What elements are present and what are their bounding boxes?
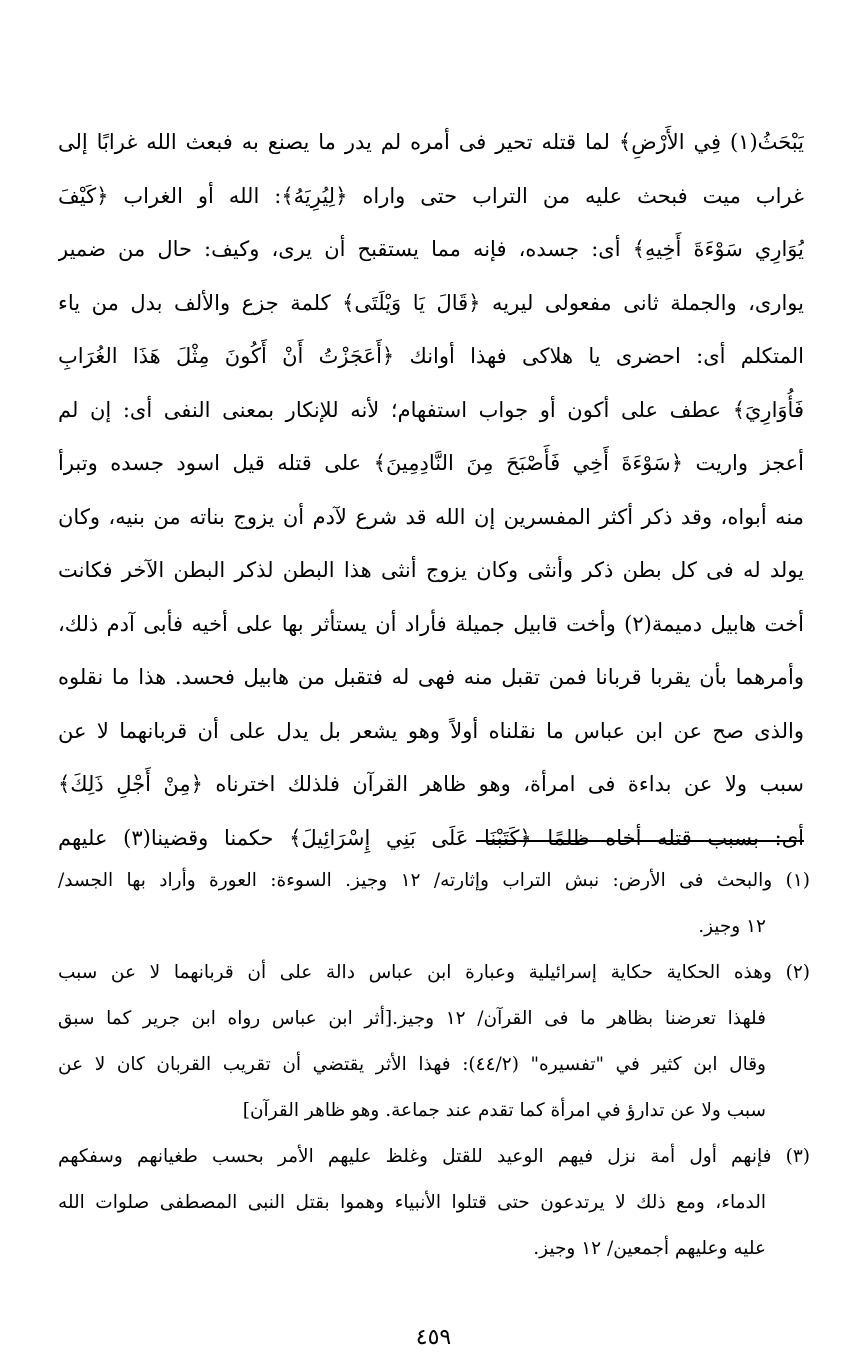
text-line: يَبْحَثُ(١) فِي الأَرْضِ﴾ لما قتله تحير فى أمره لم يدر ما يصنع به فبعث الله غرابًا إلى bbox=[58, 130, 804, 154]
footnote-line: فلهذا تعرضنا بظاهر ما فى القرآن/ ١٢ وجيز.[أثر ابن عباس رواه ابن جرير كما سبق bbox=[58, 1008, 766, 1029]
text-line: فَأُوَارِيَ﴾ عطف على أكون أو جواب استفهام؛ لأنه للإنكار بمعنى النفى أى: إن لم bbox=[58, 397, 804, 422]
text-line: والذى صح عن ابن عباس ما نقلناه أولاً وهو يشعر بل يدل على أن قربانهما لا عن bbox=[58, 718, 804, 743]
text-line: المتكلم أى: احضرى يا هلاكى فهذا أوانك ﴿أَعَجَزْتُ أَنْ أَكُونَ مِثْلَ هَذَا الغُرَابِ bbox=[58, 344, 804, 368]
footnote-line: عليه وعليهم أجمعين/ ١٢ وجيز. bbox=[533, 1238, 766, 1259]
text-line: أخت هابيل دميمة(٢) وأخت قابيل جميلة فأراد أن يستأثر بها على أخيه فأبى آدم ذلك، bbox=[58, 611, 804, 636]
main-commentary-text bbox=[58, 116, 804, 865]
text-line: أعجز واريت ﴿سَوْءَةَ أَخِي فَأَصْبَحَ مِنَ النَّادِمِينَ﴾ على قتله قيل اسود جسده وتبرأ bbox=[58, 451, 804, 475]
footnote-line: الدماء، ومع ذلك لا يرتدعون حتى قتلوا الأنبياء وهموا بقتل النبى المصطفى صلوات الله bbox=[58, 1192, 766, 1213]
text-line: منه أبواه، وقد ذكر أكثر المفسرين إن الله قد شرع لآدم أن يزوج بناته من بنيه، وكان bbox=[58, 504, 804, 529]
footnote-line: (٣) فإنهم أول أمة نزل فيهم الوعيد للقتل وغلظ عليهم الأمر بحسب طغيانهم وسفكهم bbox=[58, 1146, 810, 1167]
footnote-line: وقال ابن كثير في "تفسيره" (٤٤/٢): فهذا الأثر يقتضي أن تقريب القربان كان لا عن bbox=[58, 1054, 766, 1075]
text-line: سبب ولا عن بداءة فى امرأة، وهو ظاهر القرآن فلذلك اخترناه ﴿مِنْ أَجْلِ ذَلِكَ﴾ bbox=[58, 772, 804, 796]
text-line: غراب ميت فبحث عليه من التراب حتى واراه ﴿لِيُرِيَهُ﴾: الله أو الغراب ﴿كَيْفَ bbox=[58, 183, 804, 208]
footnote-line: (١) والبحث فى الأرض: نبش التراب وإثارته/ ١٢ وجيز. السوءة: العورة وأراد بها الجسد/ bbox=[58, 870, 810, 891]
text-line: أى: بسبب قتله أخاه ظلمًا ﴿كَتَبْنَا عَلَى بَنِي إِسْرَائِيلَ﴾ حكمنا وقضينا(٣) عليهم bbox=[58, 825, 804, 850]
footnote-line: سبب ولا عن تدارؤ في امرأة كما تقدم عند جماعة. وهو ظاهر القرآن] bbox=[242, 1100, 766, 1121]
text-line: يوارى، والجملة ثانى مفعولى ليريه ﴿قَالَ يَا وَيْلَتَى﴾ كلمة جزع والألف بدل من ياء bbox=[58, 290, 804, 315]
text-line: يُوَارِي سَوْءَةَ أَخِيهِ﴾ أى: جسده، فإنه مما يستقبح أن يرى، وكيف: حال من ضمير bbox=[58, 237, 804, 261]
footnote-line: ١٢ وجيز. bbox=[698, 916, 766, 937]
footnote-divider bbox=[476, 840, 804, 842]
page-number: ٤٥٩ bbox=[415, 1325, 452, 1350]
footnotes bbox=[58, 858, 810, 1272]
text-line: يولد له فى كل بطن ذكر وأنثى وكان يزوج أنثى هذا البطن لذكر البطن الآخر فكانت bbox=[58, 558, 804, 582]
footnote-line: (٢) وهذه الحكاية حكاية إسرائيلية وعبارة ابن عباس دالة على أن قربانهما لا عن سبب bbox=[58, 962, 810, 983]
text-line: وأمرهما بأن يقربا قربانا فمن تقبل منه فهى له فتقبل من هابيل فحسد. هذا ما نقلوه bbox=[58, 665, 804, 689]
